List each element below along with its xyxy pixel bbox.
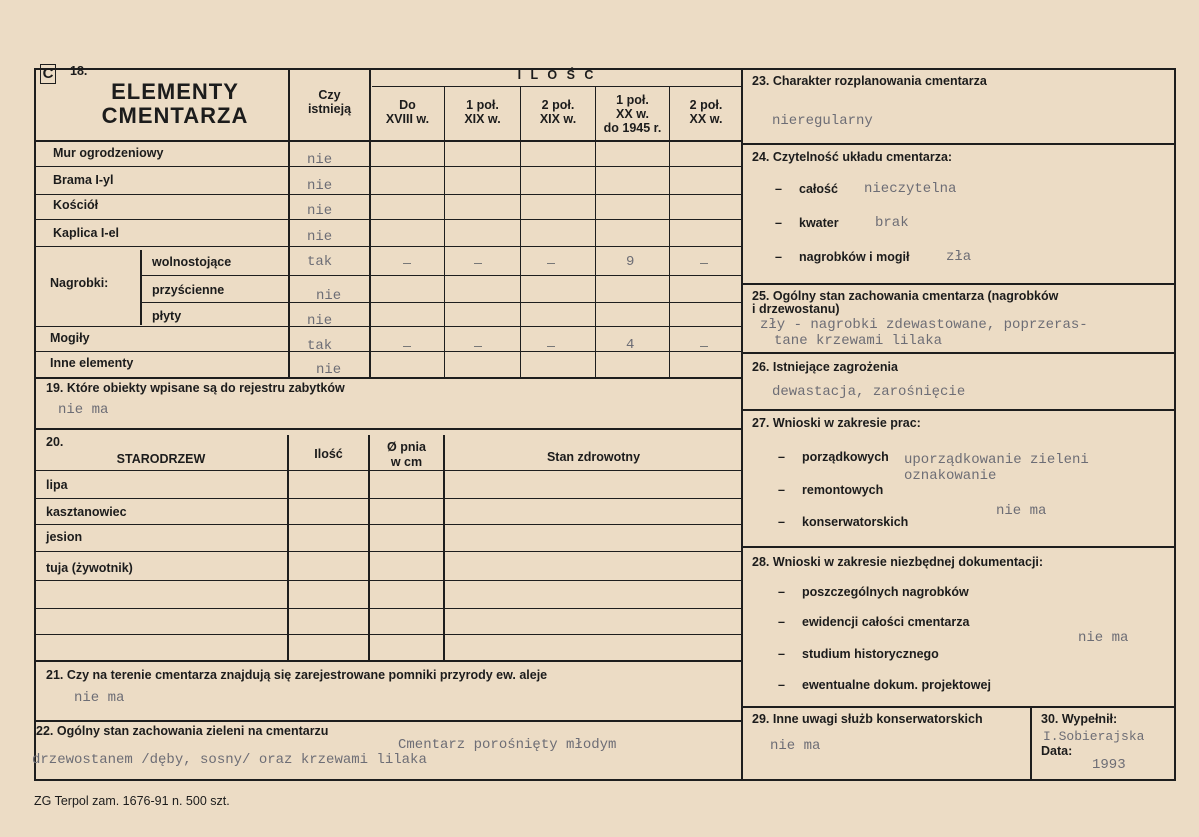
s27-label: 27. Wnioski w zakresie prac: <box>752 416 921 430</box>
frame-left <box>34 68 36 780</box>
row-line <box>34 246 742 247</box>
row-line <box>34 634 742 635</box>
s24-dash: – <box>775 182 782 196</box>
s30-label: 30. Wypełnił: <box>1041 712 1118 726</box>
row-brama-label: Brama I-yl <box>53 173 114 187</box>
s18-v-p2 <box>520 86 521 378</box>
s28-item-0: poszczególnych nagrobków <box>802 585 969 599</box>
s28-item-2: studium historycznego <box>802 647 939 661</box>
s20-bottom <box>34 660 742 662</box>
row-kosciol-label: Kościół <box>53 198 99 212</box>
s27-value-line3: nie ma <box>996 503 1047 519</box>
s24-label: 24. Czytelność układu cmentarza: <box>752 150 953 164</box>
s18-bottom <box>34 377 742 379</box>
s20-col-pnia-l1: Ø pnia <box>387 440 426 454</box>
s27-value-line1: uporządkowanie zieleni <box>904 452 1089 468</box>
s18-v-nagrobki <box>140 250 142 325</box>
frame-bottom <box>34 779 1176 781</box>
s27-dash: – <box>778 483 785 497</box>
s20-title: STARODRZEW <box>116 452 206 466</box>
period-0-l2: XVIII w. <box>385 112 430 126</box>
row-kaplica-label: Kaplica I-el <box>53 226 119 240</box>
row-line <box>34 608 742 609</box>
s22-label: 22. Ogólny stan zachowania zieleni na cmentarzu <box>36 724 329 738</box>
s25-value-line2: tane krzewami lilaka <box>774 333 943 349</box>
s24-kwater-label: kwater <box>799 216 839 230</box>
s29-label: 29. Inne uwagi służb konserwatorskich <box>752 712 983 726</box>
s24-dash: – <box>775 216 782 230</box>
s30-data-label: Data: <box>1041 744 1073 758</box>
s28-value: nie ma <box>1078 630 1129 646</box>
row-line <box>34 524 742 525</box>
s29-s30-divider <box>1030 706 1032 780</box>
s28-dash: – <box>778 615 785 629</box>
s28-item-3: ewentualne dokum. projektowej <box>802 678 991 692</box>
period-0-l1: Do <box>399 98 416 112</box>
row-przysc-value: nie <box>316 288 342 304</box>
dash-mark <box>403 263 411 264</box>
s27-value-line2: oznakowanie <box>904 468 997 484</box>
s26-value: dewastacja, zarośnięcie <box>772 384 966 400</box>
s22-value-line1: Cmentarz porośnięty młodym <box>398 737 617 753</box>
tree-tuja: tuja (żywotnik) <box>46 561 133 575</box>
row-line <box>140 302 742 303</box>
period-1-l1: 1 poł. <box>466 98 499 112</box>
col-czy-line1: Czy <box>318 88 341 102</box>
s25-bottom <box>741 352 1176 354</box>
row-line <box>34 219 742 220</box>
s18-header-bottom <box>34 140 742 142</box>
s18-v-p4 <box>669 86 670 378</box>
s21-label: 21. Czy na terenie cmentarza znajdują się zarejestrowane pomniki przyrody ew. aleje <box>46 668 548 682</box>
s28-dash: – <box>778 678 785 692</box>
ilosc-header: I L O Ś C <box>517 68 597 82</box>
s18-title-line2: CMENTARZA <box>101 103 249 128</box>
s27-porzadkowych-label: porządkowych <box>802 450 889 464</box>
s28-dash: – <box>778 585 785 599</box>
s28-item-1: ewidencji całości cmentarza <box>802 615 970 629</box>
s21-value: nie ma <box>74 690 125 706</box>
row-line <box>34 551 742 552</box>
s28-dash: – <box>778 647 785 661</box>
s27-konserwatorskich-label: konserwatorskich <box>802 515 909 529</box>
s27-dash: – <box>778 515 785 529</box>
s20-col-pnia-l2: w cm <box>390 455 423 469</box>
s23-value: nieregularny <box>772 113 873 129</box>
row-line <box>140 275 742 276</box>
dash-mark <box>700 263 708 264</box>
s20-header-bottom <box>34 470 742 471</box>
s19-value: nie ma <box>58 402 109 418</box>
dash-mark <box>547 263 555 264</box>
period-1-l2: XIX w. <box>464 112 501 126</box>
s20-col-ilosc: Ilość <box>314 447 343 461</box>
row-mur-value: nie <box>307 152 333 168</box>
s18-v-p1 <box>444 86 445 378</box>
row-mogily-label: Mogiły <box>50 331 90 345</box>
s25-label-line2: i drzewostanu) <box>752 302 840 316</box>
s24-nagrobkow-value: zła <box>946 249 972 265</box>
period-3-l2: XX w. <box>616 107 649 121</box>
s26-bottom <box>741 409 1176 411</box>
printer-footer: ZG Terpol zam. 1676-91 n. 500 szt. <box>34 794 230 808</box>
row-brama-value: nie <box>307 178 333 194</box>
period-2-l2: XIX w. <box>539 112 577 126</box>
s28-bottom <box>741 706 1176 708</box>
section-code-box: C <box>40 64 56 84</box>
row-mur-label: Mur ogrodzeniowy <box>53 146 164 160</box>
s20-v3 <box>443 435 445 661</box>
s29-value: nie ma <box>770 738 821 754</box>
row-nagrobki-label: Nagrobki: <box>50 276 109 290</box>
period-4-l2: XX w. <box>689 112 723 126</box>
row-line <box>34 351 742 352</box>
ilosc-underline <box>372 86 742 87</box>
s24-kwater-value: brak <box>875 215 909 231</box>
s18-v-label-2 <box>288 250 290 378</box>
dash-mark <box>474 346 482 347</box>
s19-bottom <box>34 428 742 430</box>
row-mogily-value: tak <box>307 338 333 354</box>
row-inne-label: Inne elementy <box>50 356 134 370</box>
dash-mark <box>403 346 411 347</box>
s21-bottom <box>34 720 742 722</box>
row-line <box>34 498 742 499</box>
dash-mark <box>547 346 555 347</box>
s27-bottom <box>741 546 1176 548</box>
s30-name: I.Sobierajska <box>1043 729 1145 744</box>
row-mogily-p4: 4 <box>626 337 635 353</box>
row-line <box>34 326 742 327</box>
s20-number: 20. <box>46 435 64 449</box>
row-line <box>34 580 742 581</box>
row-plyty-label: płyty <box>152 309 182 323</box>
row-line <box>34 194 742 195</box>
s25-label-line1: 25. Ogólny stan zachowania cmentarza (nagrobków <box>752 289 1059 303</box>
s18-number: 18. <box>70 64 88 78</box>
s24-dash: – <box>775 250 782 264</box>
s24-calosc-label: całość <box>799 182 838 196</box>
s23-bottom <box>741 143 1176 145</box>
s20-col-stan: Stan zdrowotny <box>546 450 641 464</box>
col-czy-line2: istnieją <box>307 102 352 116</box>
s19-label: 19. Które obiekty wpisane są do rejestru zabytków <box>46 381 345 395</box>
s24-bottom <box>741 283 1176 285</box>
tree-kasztanowiec: kasztanowiec <box>46 505 127 519</box>
period-2-l1: 2 poł. <box>541 98 575 112</box>
s27-remontowych-label: remontowych <box>802 483 884 497</box>
row-wolno-label: wolnostojące <box>152 255 232 269</box>
period-3-l3: do 1945 r. <box>603 121 662 135</box>
s18-title-line1: ELEMENTY <box>111 79 239 104</box>
s23-label: 23. Charakter rozplanowania cmentarza <box>752 74 987 88</box>
row-kosciol-value: nie <box>307 203 333 219</box>
dash-mark <box>700 346 708 347</box>
row-kaplica-value: nie <box>307 229 333 245</box>
frame-middle <box>741 68 743 780</box>
s24-nagrobkow-label: nagrobków i mogił <box>799 250 910 264</box>
frame-right <box>1174 68 1176 781</box>
s30-data-value: 1993 <box>1092 757 1126 773</box>
row-plyty-value: nie <box>307 313 333 329</box>
period-4-l1: 2 poł. <box>689 98 723 112</box>
s25-value-line1: zły - nagrobki zdewastowane, poprzeras- <box>760 317 1088 333</box>
s22-value-line2: drzewostanem /dęby, sosny/ oraz krzewami lilaka <box>32 752 427 768</box>
tree-lipa: lipa <box>46 478 68 492</box>
row-inne-value: nie <box>316 362 342 378</box>
s27-dash: – <box>778 450 785 464</box>
dash-mark <box>474 263 482 264</box>
s20-v1 <box>287 435 289 661</box>
s24-calosc-value: nieczytelna <box>864 181 957 197</box>
row-przysc-label: przyścienne <box>152 283 225 297</box>
period-3-l1: 1 poł. <box>616 93 649 107</box>
s28-label: 28. Wnioski w zakresie niezbędnej dokumentacji: <box>752 555 1044 569</box>
row-wolno-p4: 9 <box>626 254 635 270</box>
s26-label: 26. Istniejące zagrożenia <box>752 360 898 374</box>
row-wolno-value: tak <box>307 254 333 270</box>
tree-jesion: jesion <box>46 530 83 544</box>
row-line <box>34 166 742 167</box>
